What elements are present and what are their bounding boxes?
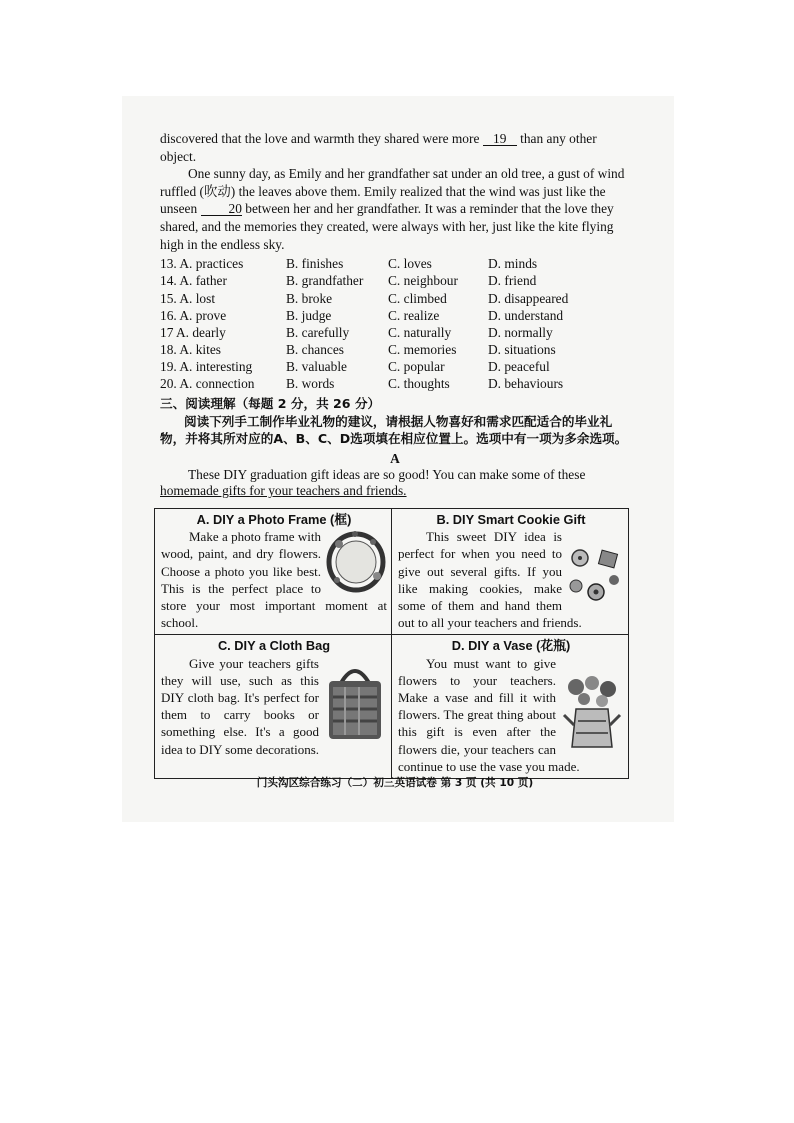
- photo-frame-icon: [325, 530, 387, 594]
- option-c: C. popular: [388, 359, 445, 375]
- option-d: D. normally: [488, 324, 553, 340]
- option-b: B. carefully: [286, 324, 350, 340]
- text-run: These DIY graduation gift ideas are so good! You can make some of these: [188, 466, 586, 482]
- option-b: B. finishes: [286, 256, 344, 272]
- section-instructions: 阅读下列手工制作毕业礼物的建议，请根据人物喜好和需求匹配适合的毕业礼物，并将其所对应的A、B、C、D选项填在相应位置上。选项中有一项为多余选项。: [160, 413, 628, 446]
- gift-title: C. DIY a Cloth Bag: [217, 638, 331, 654]
- option-c: C. thoughts: [388, 376, 450, 392]
- option-a: 19. A. interesting: [160, 359, 253, 375]
- gift-title: A. DIY a Photo Frame (框): [196, 512, 352, 527]
- story-paragraph-2: [160, 165, 630, 253]
- passage-intro: [160, 467, 630, 500]
- exam-page: [160, 130, 630, 500]
- gift-options-table: [154, 508, 629, 779]
- vase-icon: [560, 675, 624, 751]
- options-list: [160, 255, 630, 393]
- option-row: [160, 341, 630, 358]
- option-c: C. memories: [388, 342, 457, 358]
- gift-cell-c: [155, 635, 392, 779]
- option-row: [160, 324, 630, 341]
- option-row: [160, 358, 630, 375]
- option-d: D. behaviours: [488, 376, 564, 392]
- option-a: 16. A. prove: [160, 307, 227, 323]
- text-run: One sunny day, as Emily and her grandfather sat under an old tree, a gust of wind ruffled (吹动) the leaves above them. Emily realized that the wind was just like the unseen: [160, 166, 625, 217]
- gift-title: B. DIY Smart Cookie Gift: [436, 512, 586, 527]
- option-c: C. loves: [388, 256, 432, 272]
- option-row: [160, 307, 630, 324]
- gift-cell-a: [155, 509, 392, 635]
- blank-19: 19: [483, 132, 517, 146]
- passage-letter: A: [390, 450, 400, 466]
- gift-description: Make a photo frame with wood, paint, and dry flowers. Choose a photo you like best. This is the perfect place to store your most important moment at school.: [161, 529, 387, 631]
- gift-description: You must want to give flowers to your teachers. Make a vase and fill it with flowers. The great thing about this gift is even after the flowers die, your teachers can continue to use the vase you made.: [398, 655, 580, 774]
- option-row: [160, 272, 630, 289]
- option-d: D. understand: [488, 307, 564, 323]
- option-b: B. valuable: [286, 359, 347, 375]
- option-c: C. realize: [388, 307, 440, 323]
- option-row: [160, 375, 630, 392]
- text-run: than any other object.: [160, 131, 597, 164]
- cloth-bag-icon: [323, 657, 387, 743]
- option-d: D. friend: [488, 273, 537, 289]
- story-paragraph-1: [160, 130, 630, 165]
- option-d: D. situations: [488, 342, 556, 358]
- gift-description: This sweet DIY idea is perfect for when you need to give out several gifts. If you like making cookies, make some of them and hand them out to all your teachers and friends.: [398, 529, 582, 631]
- gift-title: D. DIY a Vase (花瓶): [451, 638, 571, 654]
- option-a: 15. A. lost: [160, 290, 216, 306]
- option-a: 17 A. dearly: [160, 324, 226, 340]
- option-b: B. grandfather: [286, 273, 364, 289]
- option-b: B. broke: [286, 290, 333, 306]
- option-row: [160, 255, 630, 272]
- cookies-icon: [566, 546, 624, 606]
- option-d: D. peaceful: [488, 359, 550, 375]
- option-b: B. words: [286, 376, 335, 392]
- option-b: B. judge: [286, 307, 332, 323]
- blank-20: 20: [201, 202, 242, 216]
- option-row: [160, 290, 630, 307]
- option-c: C. climbed: [388, 290, 447, 306]
- option-a: 20. A. connection: [160, 376, 255, 392]
- gift-description: Give your teachers gifts they will use, such as this DIY cloth bag. It's perfect for them to carry books or something else. It's a good idea to DIY some decorations.: [161, 655, 319, 757]
- option-d: D. disappeared: [488, 290, 569, 306]
- text-run: between her and her grandfather. It was a reminder that the love they shared, and the memories they created, were always with her, just like the kite flying high in the endless sky.: [160, 201, 614, 252]
- page-footer: 门头沟区综合练习（二）初三英语试卷 第 3 页 (共 10 页): [256, 777, 534, 789]
- gift-cell-b: [392, 509, 629, 635]
- text-run: discovered that the love and warmth they shared were more: [160, 131, 483, 146]
- option-a: 14. A. father: [160, 273, 227, 289]
- option-d: D. minds: [488, 256, 538, 272]
- option-a: 18. A. kites: [160, 342, 222, 358]
- option-b: B. chances: [286, 342, 345, 358]
- gift-cell-d: [392, 635, 629, 779]
- option-a: 13. A. practices: [160, 256, 244, 272]
- option-c: C. neighbour: [388, 273, 458, 289]
- section-title: 三、阅读理解（每题 2 分，共 26 分）: [160, 395, 381, 411]
- option-c: C. naturally: [388, 324, 452, 340]
- text-run: homemade gifts for your teachers and friends.: [160, 483, 407, 499]
